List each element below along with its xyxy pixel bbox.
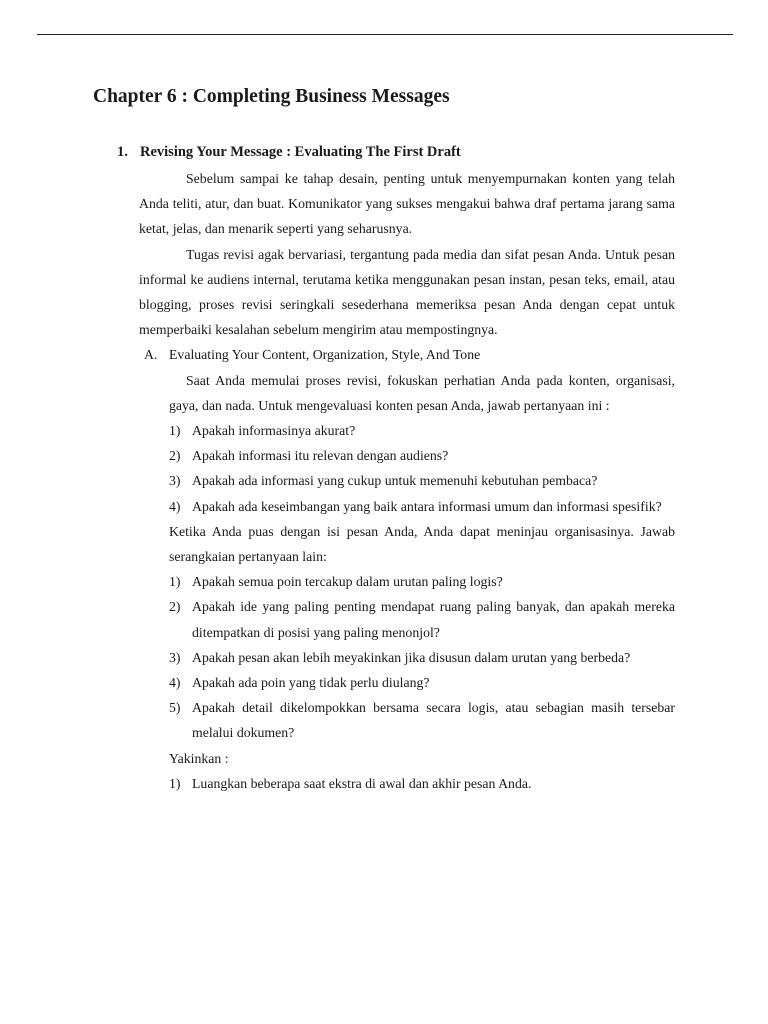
list-number: 1) bbox=[169, 775, 181, 791]
subsection-letter: A. bbox=[144, 347, 158, 363]
subsection-intro: Saat Anda memulai proses revisi, fokuskan perhatian Anda pada konten, organisasi, gaya, dan nada. Untuk mengevaluasi konten pesan Anda, jawab pertanyaan ini : bbox=[169, 372, 675, 413]
list-text: Apakah ada keseimbangan yang baik antara informasi umum dan informasi spesifik? bbox=[192, 498, 662, 514]
subsection-heading bbox=[139, 342, 675, 367]
organization-intro: Ketika Anda puas dengan isi pesan Anda, Anda dapat meninjau organisasinya. Jawab serangkaian pertanyaan lain: bbox=[169, 523, 675, 565]
chapter-title: Chapter 6 : Completing Business Messages bbox=[93, 86, 450, 107]
list-number: 4) bbox=[169, 675, 181, 691]
list-number: 3) bbox=[169, 473, 181, 489]
list-item bbox=[169, 443, 675, 468]
list-text: Apakah ada informasi yang cukup untuk memenuhi kebutuhan pembaca? bbox=[192, 473, 598, 489]
yakinkan-label: Yakinkan : bbox=[169, 750, 229, 766]
list-number: 2) bbox=[169, 599, 181, 615]
list-text: Apakah ada poin yang tidak perlu diulang? bbox=[192, 675, 430, 691]
list-number: 2) bbox=[169, 448, 181, 464]
list-text: Apakah detail dikelompokkan bersama secara logis, atau sebagian masih tersebar melalui dokumen? bbox=[192, 700, 675, 741]
section-title: Revising Your Message : Evaluating The First Draft bbox=[140, 144, 461, 160]
section-heading bbox=[117, 144, 461, 161]
yakinkan-list bbox=[169, 771, 675, 796]
list-text: Apakah pesan akan lebih meyakinkan jika disusun dalam urutan yang berbeda? bbox=[192, 649, 631, 665]
list-item bbox=[169, 594, 675, 644]
list-number: 4) bbox=[169, 498, 181, 514]
list-number: 1) bbox=[169, 574, 181, 590]
list-text: Luangkan beberapa saat ekstra di awal dan akhir pesan Anda. bbox=[192, 775, 532, 791]
organization-questions-list bbox=[169, 569, 675, 745]
list-item bbox=[169, 670, 675, 695]
subsection-body bbox=[169, 368, 675, 796]
list-text: Apakah semua poin tercakup dalam urutan paling logis? bbox=[192, 574, 503, 590]
header-rule bbox=[37, 34, 733, 35]
paragraph-intro: Sebelum sampai ke tahap desain, penting untuk menyempurnakan konten yang telah Anda teliti, atur, dan buat. Komunikator yang sukses mengakui bahwa draf pertama jarang sama ketat, jelas, dan menarik seperti yang seharusnya. bbox=[139, 171, 675, 237]
list-text: Apakah informasi itu relevan dengan audiens? bbox=[192, 448, 449, 464]
document-body bbox=[139, 166, 675, 796]
list-number: 3) bbox=[169, 649, 181, 665]
list-text: Apakah ide yang paling penting mendapat ruang paling banyak, dan apakah mereka ditempatkan di posisi yang paling menonjol? bbox=[192, 599, 675, 640]
content-questions-list bbox=[169, 418, 675, 519]
list-item bbox=[169, 468, 675, 493]
paragraph-revision-tasks: Tugas revisi agak bervariasi, tergantung pada media dan sifat pesan Anda. Untuk pesan informal ke audiens internal, terutama ketika menggunakan pesan instan, pesan teks, email, atau blogging, proses revisi seringkali sesederhana memeriksa pesan Anda dengan cepat untuk memperbaiki kesalahan sebelum mengirim atau mempostingnya. bbox=[139, 246, 675, 338]
list-item bbox=[169, 569, 675, 594]
list-item bbox=[169, 771, 675, 796]
section-number: 1. bbox=[117, 144, 128, 160]
list-number: 1) bbox=[169, 423, 181, 439]
list-item bbox=[169, 645, 675, 670]
subsection-title: Evaluating Your Content, Organization, Style, And Tone bbox=[169, 347, 481, 363]
list-item bbox=[169, 695, 675, 745]
list-number: 5) bbox=[169, 700, 181, 716]
list-text: Apakah informasinya akurat? bbox=[192, 423, 356, 439]
list-item bbox=[169, 418, 675, 443]
list-item bbox=[169, 494, 675, 519]
